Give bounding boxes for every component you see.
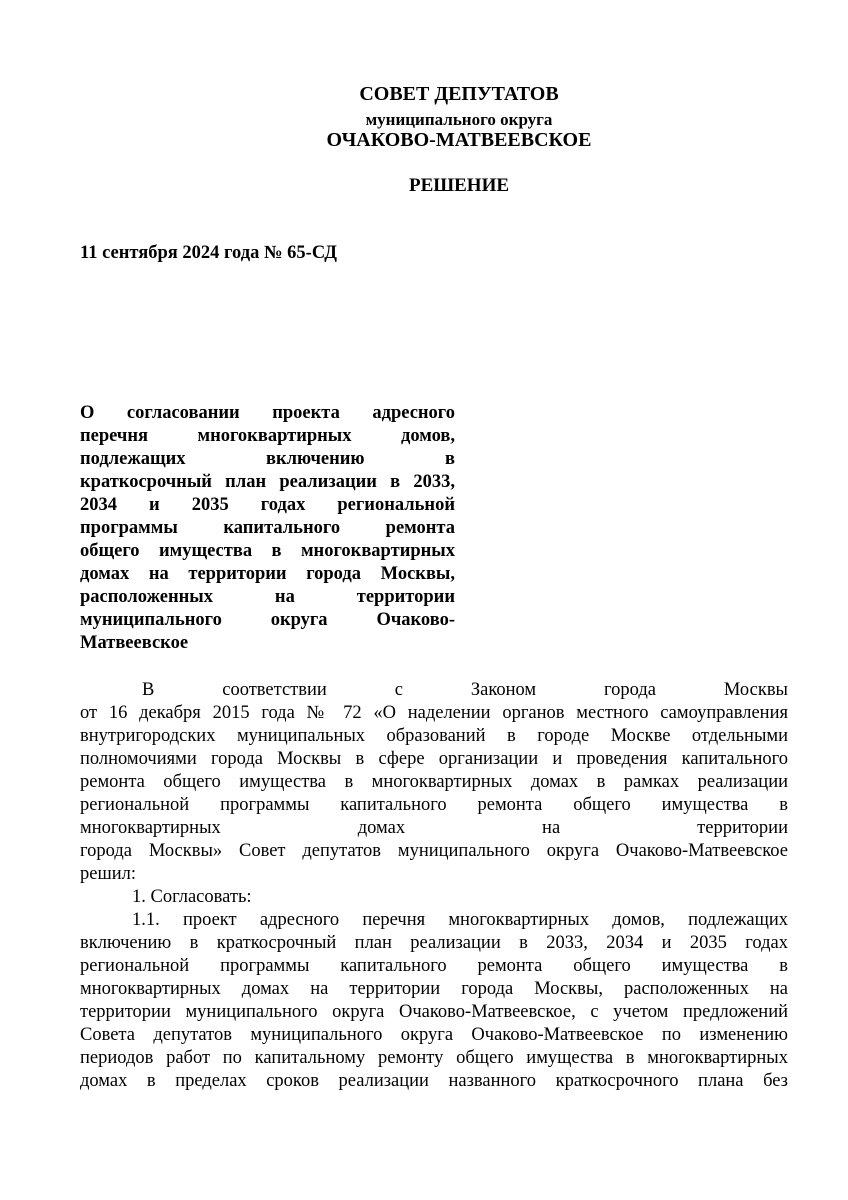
body-line: включению в краткосрочный план реализации в 2033, 2034 и 2035 годах xyxy=(80,933,788,953)
body-line: домах в пределах сроков реализации названного краткосрочного плана без xyxy=(80,1071,788,1091)
subject-line: муниципального округа Очаково- xyxy=(80,610,455,630)
body-line: многоквартирных домах на территории xyxy=(80,818,788,838)
subject-line: подлежащих включению в xyxy=(80,449,455,469)
body-line: периодов работ по капитальному ремонту общего имущества в многоквартирных xyxy=(80,1048,788,1068)
body-line: 1. Согласовать: xyxy=(132,887,252,907)
subject-line: программы капитального ремонта xyxy=(80,518,455,538)
body-line: города Москвы» Совет депутатов муниципального округа Очаково-Матвеевское xyxy=(80,841,788,861)
body-line: ремонта общего имущества в многоквартирных домах в рамках реализации xyxy=(80,772,788,792)
document-type: РЕШЕНИЕ xyxy=(408,175,510,196)
subject-line: О согласовании проекта адресного xyxy=(80,403,455,423)
subject-line: 2034 и 2035 годах региональной xyxy=(80,495,455,515)
body-line: региональной программы капитального ремонта общего имущества в xyxy=(80,956,788,976)
council-title: СОВЕТ ДЕПУТАТОВ xyxy=(359,83,559,105)
body-line: полномочиями города Москвы в сфере организации и проведения капитального xyxy=(80,749,788,769)
subject-line: домах на территории города Москвы, xyxy=(80,564,455,584)
body-line: территории муниципального округа Очаково-Матвеевское, с учетом предложений xyxy=(80,1002,788,1022)
subject-line: общего имущества в многоквартирных xyxy=(80,541,455,561)
body-line: внутригородских муниципальных образований в городе Москве отдельными xyxy=(80,726,788,746)
body-line: многоквартирных домах на территории города Москвы, расположенных на xyxy=(80,979,788,999)
district-type: муниципального округа xyxy=(365,110,553,129)
subject-line: расположенных на территории xyxy=(80,587,455,607)
body-line: 1.1. проект адресного перечня многоквартирных домов, подлежащих xyxy=(132,910,788,930)
body-line: региональной программы капитального ремонта общего имущества в xyxy=(80,795,788,815)
decision-date-number: 11 сентября 2024 года № 65-СД xyxy=(80,243,337,263)
subject-line: Матвеевское xyxy=(80,633,189,653)
district-name: ОЧАКОВО-МАТВЕЕВСКОЕ xyxy=(326,129,592,151)
body-line: от 16 декабря 2015 года № 72 «О наделении органов местного самоуправления xyxy=(80,703,788,723)
body-line: Совета депутатов муниципального округа Очаково-Матвеевское по изменению xyxy=(80,1025,788,1045)
subject-line: краткосрочный план реализации в 2033, xyxy=(80,472,455,492)
subject-line: перечня многоквартирных домов, xyxy=(80,426,455,446)
body-line: решил: xyxy=(80,864,136,884)
body-line: В соответствии с Законом города Москвы xyxy=(142,680,788,700)
